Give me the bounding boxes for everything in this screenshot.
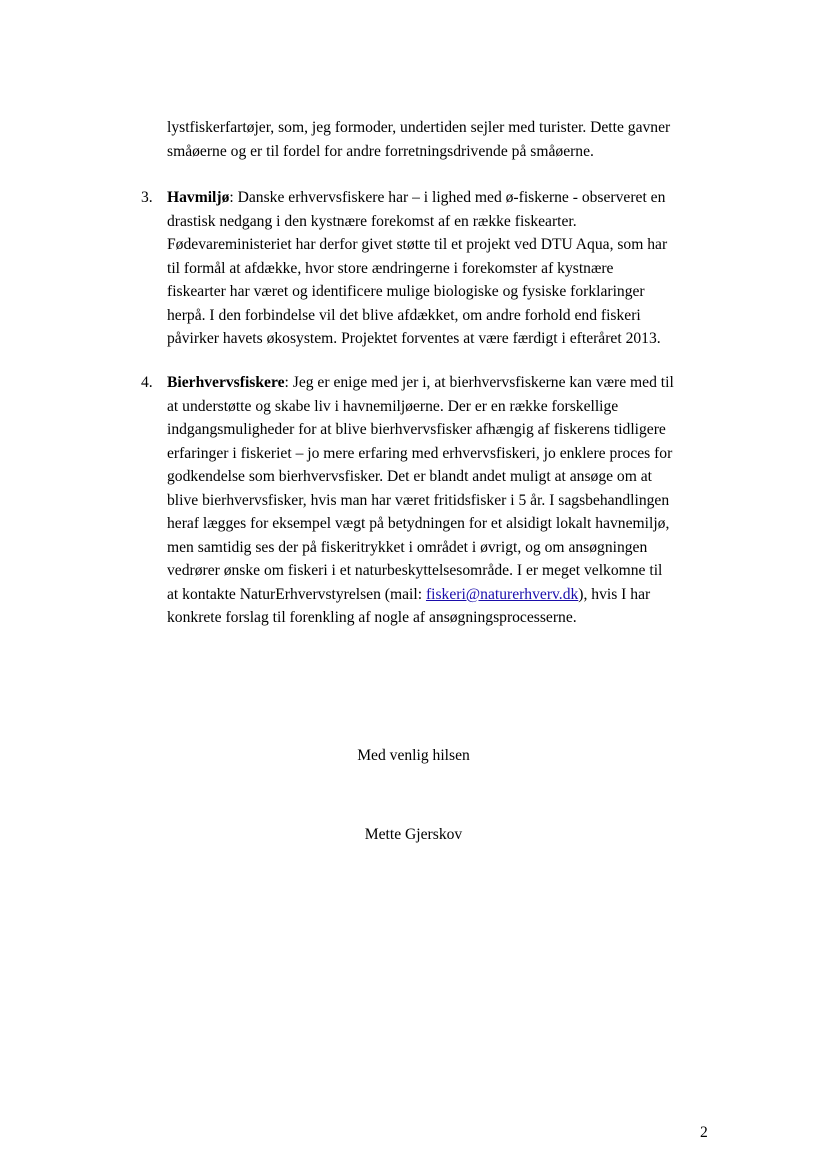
- item-4-line: indgangsmuligheder for at blive bierhvervsfisker afhængig af fiskerens tidligere: [167, 421, 666, 438]
- item-4-contact-line: [167, 583, 727, 607]
- item-3-line: fiskearter har været og identificere mulige biologiske og fysiske forklaringer: [167, 283, 645, 300]
- intro-line: småøerne og er til fordel for andre forretningsdrivende på småøerne.: [167, 142, 594, 160]
- item-4-line: erfaringer i fiskeriet – jo mere erfaring med erhvervsfiskeri, jo enklere proces for: [167, 444, 673, 462]
- item-4-first-line: [167, 371, 727, 395]
- item-3-line: drastisk nedgang i den kystnære forekomst af en række fiskearter.: [167, 212, 577, 230]
- item-3-first-line: [167, 186, 727, 210]
- item-3-paragraph: [167, 186, 727, 351]
- item-4-line: godkendelse som bierhvervsfisker. Det er blandt andet muligt at ansøge om at: [167, 468, 653, 485]
- item-4-line: men samtidig ses der på fiskeritrykket i området i øvrigt, og om ansøgningen: [167, 538, 648, 556]
- contact-text-before: at kontakte NaturErhvervstyrelsen (mail:: [167, 585, 426, 603]
- item-4-last-line: konkrete forslag til forenkling af nogle af ansøgningsprocesserne.: [167, 609, 577, 626]
- item-4-line: at understøtte og skabe liv i havnemiljøerne. Der er en række forskellige: [167, 397, 619, 415]
- item-3-line: påvirker havets økosystem. Projektet forventes at være færdigt i efteråret 2013.: [167, 330, 661, 347]
- item-4-line: heraf lægges for eksempel vægt på betydningen for et alsidigt lokalt havnemiljø,: [167, 515, 670, 532]
- closing-greeting: Med venlig hilsen: [357, 747, 470, 764]
- item-3-first-rest: : Danske erhvervsfiskere har – i lighed med ø-fiskerne - observeret en: [229, 189, 666, 206]
- item-4-number: 4.: [141, 374, 153, 391]
- item-4-line: blive bierhvervsfisker, hvis man har været fritidsfisker i 5 år. I sagsbehandlingen: [167, 491, 670, 509]
- item-3-heading: Havmiljø: [167, 189, 230, 206]
- item-3-line: til formål at afdække, hvor store ændringerne i forekomster af kystnære: [167, 259, 614, 277]
- item-4-paragraph: [167, 371, 727, 630]
- item-4-line: vedrører ønske om fiskeri i et naturbeskyttelsesområde. I er meget velkomne til: [167, 562, 663, 579]
- signature-name: Mette Gjerskov: [364, 826, 463, 843]
- intro-line: lystfiskerfartøjer, som, jeg formoder, undertiden sejler med turister. Dette gavner: [167, 119, 671, 136]
- item-4-heading: Bierhvervsfiskere: [167, 374, 285, 391]
- contact-text-after: ), hvis I har: [578, 585, 651, 603]
- item-4-first-rest: : Jeg er enige med jer i, at bierhvervsfiskerne kan være med til: [284, 374, 674, 391]
- item-3-line: herpå. I den forbindelse vil det blive afdækket, om andre forhold end fiskeri: [167, 306, 641, 324]
- item-3-number: 3.: [141, 189, 153, 206]
- intro-paragraph: [167, 116, 727, 163]
- page-number: 2: [700, 1124, 708, 1141]
- item-3-line: Fødevareministeriet har derfor givet støtte til et projekt ved DTU Aqua, som har: [167, 236, 668, 253]
- email-link[interactable]: fiskeri@naturerhverv.dk: [425, 585, 579, 603]
